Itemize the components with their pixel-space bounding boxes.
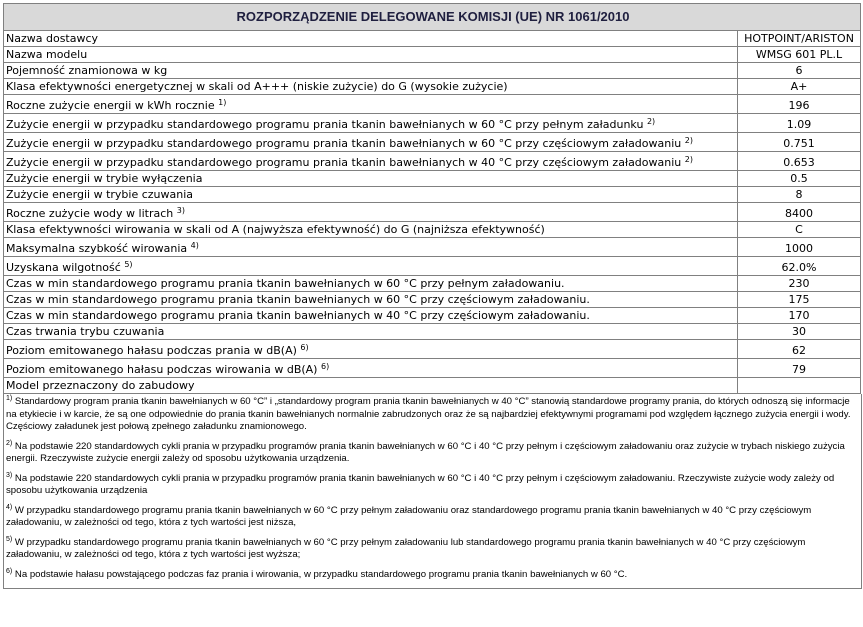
row-value: 79 [738, 359, 861, 378]
row-label: Czas w min standardowego programu prania tkanin bawełnianych w 60 °C przy częściowym załadowaniu. [6, 293, 590, 306]
specification-table [3, 3, 861, 394]
footnote-mark: 5) [6, 535, 13, 543]
row-label-cell [4, 63, 738, 79]
footnote-ref: 5) [124, 260, 133, 269]
table-row [4, 95, 861, 114]
footnotes [3, 394, 862, 589]
footnote [6, 505, 861, 530]
footnote-mark: 1) [6, 395, 13, 402]
footnote-ref: 3) [176, 206, 185, 215]
title-row [4, 4, 861, 31]
footnote [6, 537, 861, 562]
row-value: 230 [738, 276, 861, 292]
row-label-cell [4, 378, 738, 394]
row-label-cell [4, 222, 738, 238]
row-label-cell [4, 340, 738, 359]
row-label: Poziom emitowanego hałasu podczas wirowania w dB(A) [6, 363, 318, 376]
row-label: Klasa efektywności wirowania w skali od A (najwyższa efektywność) do G (najniższa efektywność) [6, 223, 545, 236]
table-row [4, 292, 861, 308]
row-label-cell [4, 133, 738, 152]
row-label-cell [4, 238, 738, 257]
table-row [4, 257, 861, 276]
footnote-ref: 2) [684, 136, 693, 145]
row-value: 62 [738, 340, 861, 359]
row-label-cell [4, 324, 738, 340]
row-label-cell [4, 308, 738, 324]
row-label: Zużycie energii w przypadku standardowego programu prania tkanin bawełnianych w 40 °C przy częściowym załadowaniu [6, 156, 682, 169]
row-label-cell [4, 276, 738, 292]
footnote-mark: 2) [6, 439, 13, 447]
row-value: 6 [738, 63, 861, 79]
row-value: C [738, 222, 861, 238]
page-title: ROZPORZĄDZENIE DELEGOWANE KOMISJI (UE) NR 1061/2010 [4, 4, 861, 31]
table-row [4, 152, 861, 171]
regulation-sheet [3, 3, 860, 589]
table-row [4, 31, 861, 47]
row-label: Roczne zużycie energii w kWh rocznie [6, 99, 215, 112]
row-label-cell [4, 152, 738, 171]
row-label-cell [4, 203, 738, 222]
table-row [4, 47, 861, 63]
footnote-ref: 2) [646, 117, 656, 126]
footnote-mark: 6) [6, 567, 13, 575]
row-value: 1000 [738, 238, 861, 257]
table-row [4, 359, 861, 378]
row-value: 62.0% [738, 257, 861, 276]
row-label: Zużycie energii w trybie wyłączenia [6, 172, 203, 185]
row-value: WMSG 601 PL.L [738, 47, 861, 63]
row-label-cell [4, 171, 738, 187]
footnote [6, 569, 861, 582]
row-value: HOTPOINT/ARISTON [738, 31, 861, 47]
row-label: Maksymalna szybkość wirowania [6, 242, 188, 255]
table-row [4, 238, 861, 257]
row-label-cell [4, 95, 738, 114]
footnote-ref: 6) [320, 362, 330, 371]
footnote-text: W przypadku standardowego programu prania tkanin bawełnianych w 60 °C przy pełnym załadowaniu oraz standardowego programu prania tkanin bawełnianych w 40 °C przy częściowym załadowaniu, w zależności od tego, która z tych wartości jest niższa, [6, 504, 812, 528]
row-label: Roczne zużycie wody w litrach [6, 207, 174, 220]
table-row [4, 324, 861, 340]
footnote-ref: 1) [218, 98, 227, 107]
row-label: Model przeznaczony do zabudowy [6, 379, 195, 392]
row-label: Nazwa modelu [6, 48, 88, 61]
footnote [6, 396, 861, 434]
row-label: Czas w min standardowego programu prania tkanin bawełnianych w 40 °C przy częściowym załadowaniu. [6, 309, 590, 322]
footnote-text: Standardowy program prania tkanin bawełnianych w 60 °C” i „standardowy program prania tkanin bawełnianych w 40 °C” stanowią standardowe programy prania, do których odnoszą się informacje na etykiecie i w karcie, że są one odpowiednie do prania tkanin bawełnianych normalnie zabrudzonych oraz że są najbardziej efektywnymi programami pod względem łącznego zużycia energii i wody. Częściowy załadunek jest połową zpełnego załadunku znamionowego. [6, 396, 851, 432]
row-value: 1.09 [738, 114, 861, 133]
footnote-text: Na podstawie hałasu powstającego podczas faz prania i wirowania, w przypadku standardowego programu prania tkanin bawełnianych w 60 °C. [12, 568, 628, 580]
row-label: Nazwa dostawcy [6, 32, 99, 45]
row-label: Czas w min standardowego programu prania tkanin bawełnianych w 60 °C przy pełnym załadowaniu. [6, 277, 565, 290]
row-label-cell [4, 257, 738, 276]
row-value: 0.653 [738, 152, 861, 171]
row-value: 0.5 [738, 171, 861, 187]
table-row [4, 340, 861, 359]
row-value: 0.751 [738, 133, 861, 152]
row-label: Zużycie energii w trybie czuwania [6, 188, 194, 201]
footnote-ref: 4) [190, 241, 199, 250]
row-value: 30 [738, 324, 861, 340]
row-label: Zużycie energii w przypadku standardowego programu prania tkanin bawełnianych w 60 °C przy pełnym załadunku [6, 118, 644, 131]
row-label-cell [4, 292, 738, 308]
row-value: 175 [738, 292, 861, 308]
footnote-mark: 3) [6, 471, 13, 479]
row-label: Uzyskana wilgotność [6, 261, 121, 274]
row-label: Pojemność znamionowa w kg [6, 64, 168, 77]
row-value: 8400 [738, 203, 861, 222]
table-row [4, 203, 861, 222]
row-value: 8 [738, 187, 861, 203]
row-value: 170 [738, 308, 861, 324]
row-label-cell [4, 47, 738, 63]
row-label-cell [4, 187, 738, 203]
table-row [4, 276, 861, 292]
footnote [6, 441, 861, 466]
footnote-ref: 6) [300, 343, 309, 352]
table-row [4, 378, 861, 394]
row-label: Czas trwania trybu czuwania [6, 325, 165, 338]
table-row [4, 63, 861, 79]
row-label-cell [4, 31, 738, 47]
table-row [4, 222, 861, 238]
footnote-text: Na podstawie 220 standardowych cykli prania w przypadku programów prania tkanin bawełnianych w 60 °C i 40 °C przy pełnym i częściowym załadowaniu oraz zużycie w trybach niskiego zużycia energii. Rzeczywiste zużycie energii zależy od sposobu użytkowania urządzenia. [6, 440, 845, 464]
table-row [4, 114, 861, 133]
row-label-cell [4, 359, 738, 378]
table-row [4, 171, 861, 187]
table-row [4, 187, 861, 203]
row-value: A+ [738, 79, 861, 95]
row-label: Poziom emitowanego hałasu podczas prania w dB(A) [6, 344, 297, 357]
footnote-text: W przypadku standardowego programu prania tkanin bawełnianych w 60 °C przy pełnym załadowaniu lub standardowego programu prania tkanin bawełnianych w 40 °C przy częściowym załadowaniu, w zależności od tego, która z tych wartości jest wyższa; [6, 536, 806, 560]
footnote-mark: 4) [6, 503, 13, 511]
footnote-text: Na podstawie 220 standardowych cykli prania w przypadku programów prania tkanin bawełnianych w 60 °C i 40 °C przy pełnym i częściowym załadowaniu. Rzeczywiste zużycie wody zależy od sposobu użytkowania urządzenia [6, 472, 835, 496]
row-label: Zużycie energii w przypadku standardowego programu prania tkanin bawełnianych w 60 °C przy częściowym załadowaniu [6, 137, 682, 150]
row-label-cell [4, 79, 738, 95]
footnote [6, 473, 861, 498]
footnote-ref: 2) [684, 155, 693, 164]
row-value [738, 378, 861, 394]
table-row [4, 133, 861, 152]
row-value: 196 [738, 95, 861, 114]
table-row [4, 79, 861, 95]
row-label-cell [4, 114, 738, 133]
row-label: Klasa efektywności energetycznej w skali od A+++ (niskie zużycie) do G (wysokie zużycie) [6, 80, 508, 93]
table-row [4, 308, 861, 324]
